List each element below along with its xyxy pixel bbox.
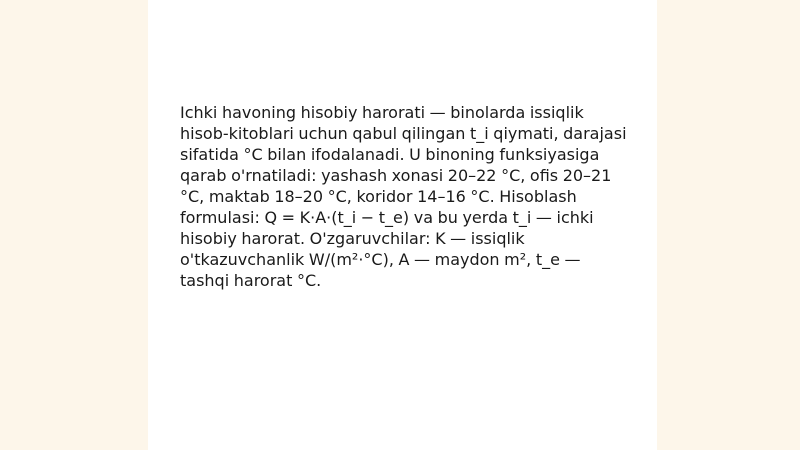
document-page: [148, 0, 657, 450]
body-paragraph: Ichki havoning hisobiy harorati — binolarda issiqlik hisob-kitoblari uchun qabul qilingan t_i qiymati, darajasi sifatida °C bilan ifodalanadi. U binoning funksiyasiga qarab o'rnatiladi: yashash xonasi 20–22 °C, ofis 20–21 °C, maktab 18–20 °C, koridor 14–16 °C. Hisoblash formulasi: Q = K·A·(t_i − t_e) va bu yerda t_i — ichki hisobiy harorat. O'zgaruvchilar: K — issiqlik o'tkazuvchanlik W/(m²·°C), A — maydon m², t_e — tashqi harorat °C.: [180, 103, 627, 290]
